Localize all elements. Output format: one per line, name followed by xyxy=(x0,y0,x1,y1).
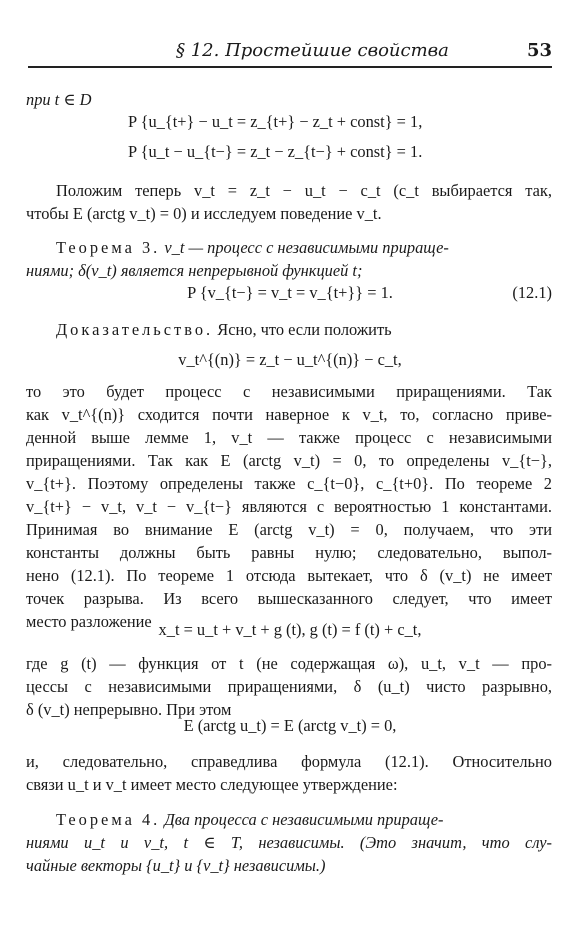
text-line: v_{t+}. Поэтому определены также c_{t−0}, c_{t+0}. По теореме 2 xyxy=(26,474,552,493)
text-line: цессы с независимыми приращениями, δ (u_t) чисто разрывно, xyxy=(26,677,552,696)
text-line: нено (12.1). По теореме 1 отсюда вытекает, что δ (v_t) не имеет xyxy=(26,566,552,585)
text-line: то это будет процесс с независимыми приращениями. Так xyxy=(26,382,552,401)
text-line: v_{t+} − v_t, v_t − v_{t−} являются с вероятностью 1 константами. xyxy=(26,497,552,516)
formula: x_t = u_t + v_t + g (t), g (t) = f (t) + c_t, xyxy=(158,620,422,639)
formula: P {u_{t+} − u_t = z_{t+} − z_t + const} = 1, xyxy=(128,112,423,131)
text-line: связи u_t и v_t имеет место следующее утверждение: xyxy=(26,775,398,794)
theorem-label: Теорема 3. xyxy=(56,238,161,257)
theorem-text: Два процесса с независимыми прираще- xyxy=(164,810,444,829)
text-line: место разложение xyxy=(26,612,152,631)
text-line: чтобы E (arctg v_t) = 0) и исследуем поведение v_t. xyxy=(26,204,382,223)
formula: E (arctg u_t) = E (arctg v_t) = 0, xyxy=(183,716,397,735)
proof-text: Ясно, что если положить xyxy=(217,320,392,339)
equation-number: (12.1) xyxy=(512,283,552,302)
text-line: приращениями. Так как E (arctg v_t) = 0, то определены v_{t−}, xyxy=(26,451,552,470)
theorem-3-first-line xyxy=(26,236,552,259)
proof-label: Доказательство. xyxy=(56,320,214,339)
proof-first-line xyxy=(26,318,552,341)
theorem-text: v_t — процесс с независимыми прираще- xyxy=(164,238,449,257)
equation: P {v_{t−} = v_t = v_{t+}} = 1. xyxy=(187,283,393,302)
text-line: константы должны быть равны нулю; следовательно, выпол- xyxy=(26,543,552,562)
page-number: 53 xyxy=(526,40,552,61)
theorem-text: ниями u_t и v_t, t ∈ T, независимы. (Это значит, что слу- xyxy=(26,833,552,852)
text-line: и, следовательно, справедлива формула (12.1). Относительно xyxy=(26,752,552,771)
text-line: как v_t^{(n)} сходится почти наверное к v_t, то, согласно приве- xyxy=(26,405,552,424)
text-line: где g (t) — функция от t (не содержащая ω), u_t, v_t — про- xyxy=(26,654,552,673)
theorem-text: чайные векторы {u_t} и {v_t} независимы.) xyxy=(26,856,326,875)
formula: P {u_t − u_{t−} = z_t − z_{t−} + const} = 1. xyxy=(128,142,423,161)
text-line: Принимая во внимание E (arctg v_t) = 0, получаем, что эти xyxy=(26,520,552,539)
section-title: § 12. Простейшие свойства xyxy=(176,40,449,61)
page-header xyxy=(28,40,552,66)
text-line: Положим теперь v_t = z_t − u_t − c_t (c_t выбирается так, xyxy=(56,181,552,200)
formula: v_t^{(n)} = z_t − u_t^{(n)} − c_t, xyxy=(178,350,402,369)
theorem-text: ниями; δ(v_t) является непрерывной функцией t; xyxy=(26,261,363,280)
text-line: δ (v_t) непрерывно. При этом xyxy=(26,700,232,719)
text-line: денной выше лемме 1, v_t — также процесс с независимыми xyxy=(26,428,552,447)
text-line: при t ∈ D xyxy=(26,90,92,109)
header-rule xyxy=(28,66,552,68)
theorem-4-first-line xyxy=(26,808,552,831)
theorem-label: Теорема 4. xyxy=(56,810,161,829)
text-line: точек разрыва. Из всего вышесказанного следует, что имеет xyxy=(26,589,552,608)
